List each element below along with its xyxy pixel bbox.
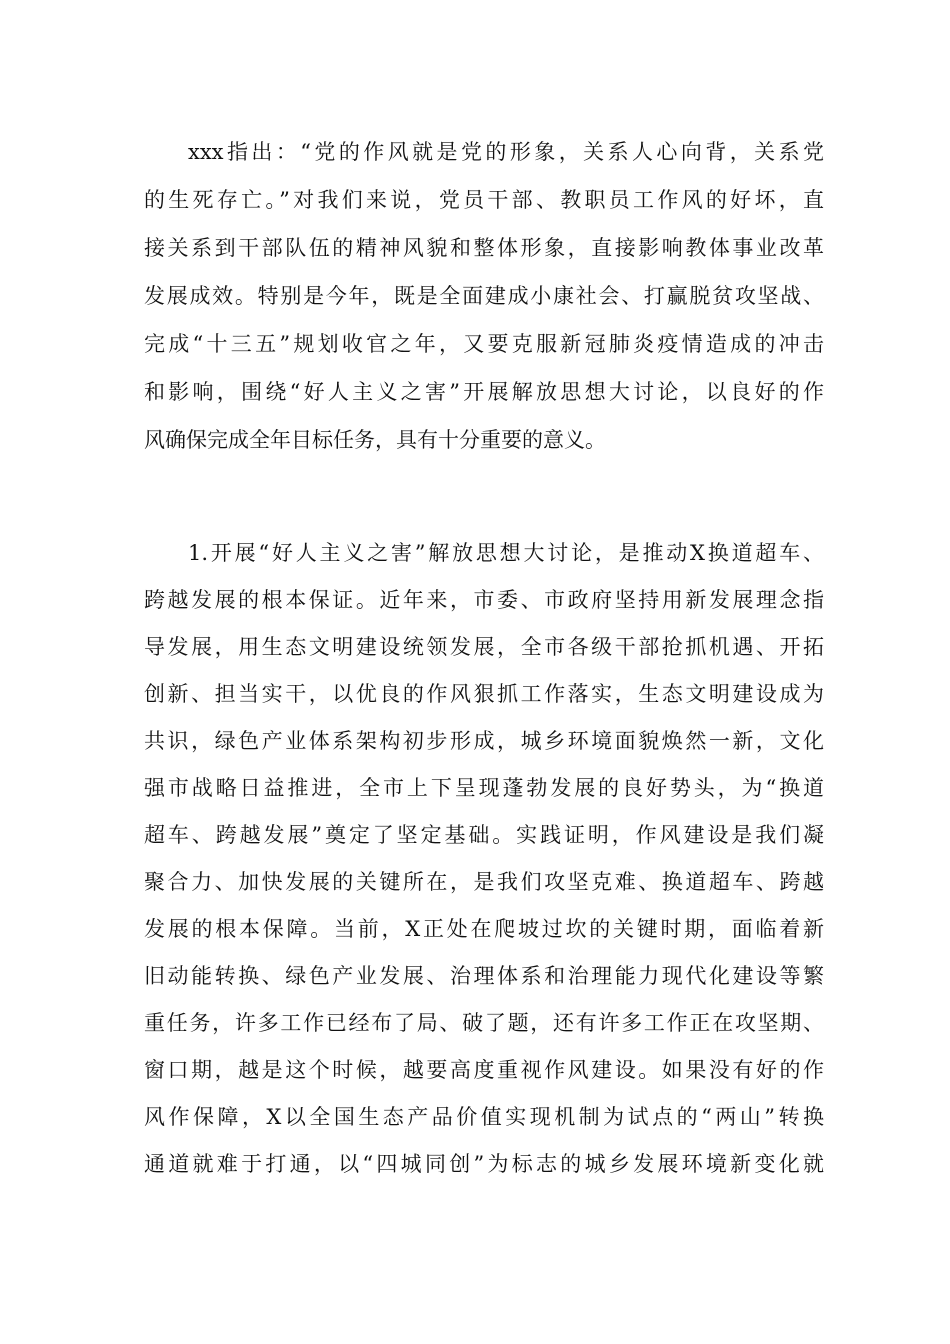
paragraph-2-line-5: 共识，绿色产业体系架构初步形成，城乡环境面貌焕然一新，文化 xyxy=(144,729,824,753)
paragraph-2-line-12: 窗口期，越是这个时候，越要高度重视作风建设。如果没有好的作 xyxy=(144,1058,824,1082)
paragraph-2-line-8: 聚合力、加快发展的关键所在，是我们攻坚克难、换道超车、跨越 xyxy=(144,870,824,894)
paragraph-2-line-11: 重任务，许多工作已经布了局、破了题，还有许多工作正在攻坚期、 xyxy=(144,1011,824,1035)
paragraph-2-line-10: 旧动能转换、绿色产业发展、治理体系和治理能力现代化建设等繁 xyxy=(144,964,824,988)
paragraph-2-line-6: 强市战略日益推进，全市上下呈现蓬勃发展的良好势头，为“换道 xyxy=(144,776,824,800)
paragraph-2-line-9: 发展的根本保障。当前，X正处在爬坡过坎的关键时期，面临着新 xyxy=(144,917,824,941)
paragraph-2-line-1: 1.开展“好人主义之害”解放思想大讨论，是推动X换道超车、 xyxy=(188,541,824,565)
paragraph-2-line-14: 通道就难于打通，以“四城同创”为标志的城乡发展环境新变化就 xyxy=(144,1152,824,1176)
paragraph-1-line-4: 发展成效。特别是今年，既是全面建成小康社会、打赢脱贫攻坚战、 xyxy=(144,284,824,308)
paragraph-2-line-2: 跨越发展的根本保证。近年来，市委、市政府坚持用新发展理念指 xyxy=(144,588,824,612)
paragraph-2-line-13: 风作保障，X以全国生态产品价值实现机制为试点的“两山”转换 xyxy=(144,1105,824,1129)
paragraph-1-line-7: 风确保完成全年目标任务，具有十分重要的意义。 xyxy=(144,428,606,452)
paragraph-2-line-4: 创新、担当实干，以优良的作风狠抓工作落实，生态文明建设成为 xyxy=(144,682,824,706)
paragraph-1-line-3: 接关系到干部队伍的精神风貌和整体形象，直接影响教体事业改革 xyxy=(144,236,824,260)
paragraph-1-line-5: 完成“十三五”规划收官之年，又要克服新冠肺炎疫情造成的冲击 xyxy=(144,332,824,356)
paragraph-1-line-2: 的生死存亡。”对我们来说，党员干部、教职员工作风的好坏，直 xyxy=(144,188,824,212)
paragraph-1-line-1: xxx指出：“党的作风就是党的形象，关系人心向背，关系党 xyxy=(188,140,824,164)
paragraph-2-line-7: 超车、跨越发展”奠定了坚定基础。实践证明，作风建设是我们凝 xyxy=(144,823,824,847)
paragraph-1-line-6: 和影响，围绕“好人主义之害”开展解放思想大讨论，以良好的作 xyxy=(144,380,824,404)
paragraph-2-line-3: 导发展，用生态文明建设统领发展，全市各级干部抢抓机遇、开拓 xyxy=(144,635,824,659)
